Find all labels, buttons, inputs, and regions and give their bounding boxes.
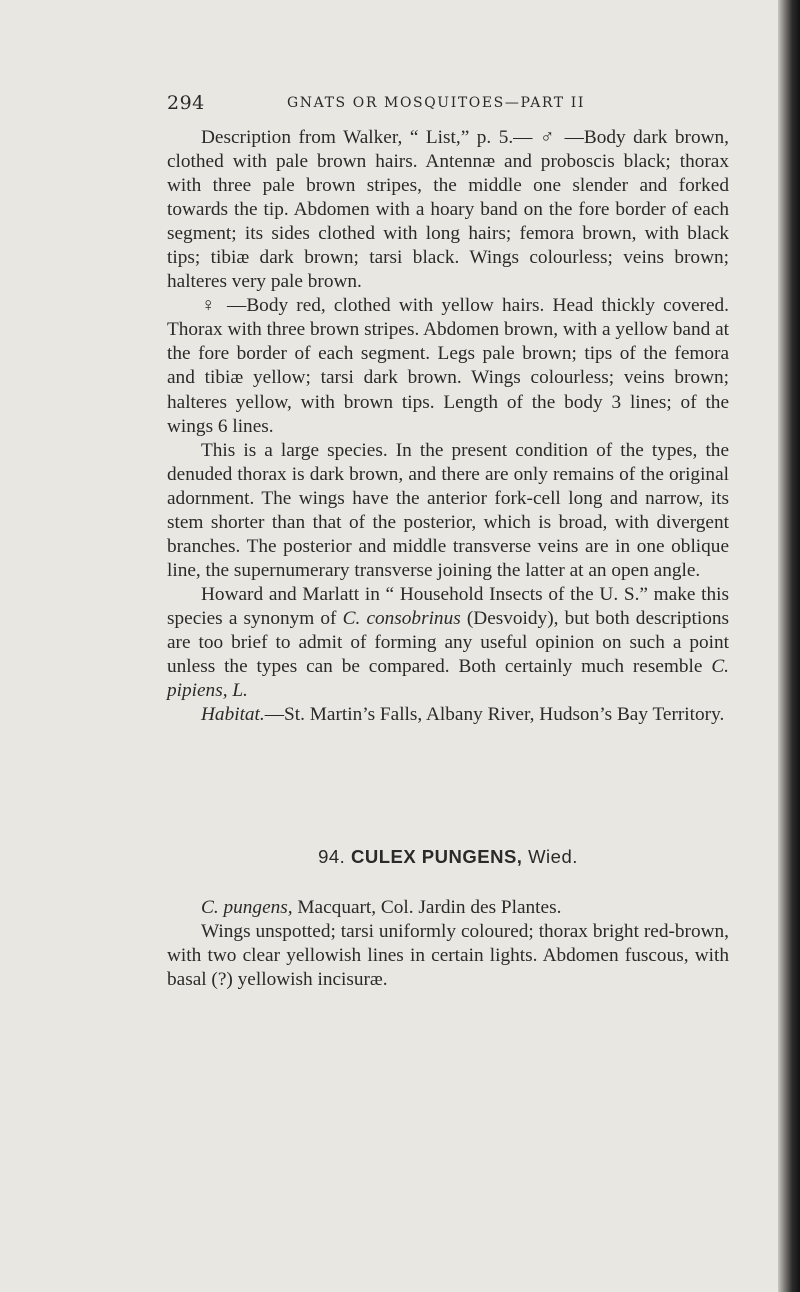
species-description: Wings unspotted; tarsi uniformly coloured; thorax bright red-brown, with two clear yellowish lines in certain lights. Abdomen fuscous, with basal (?) yellowish incisuræ. xyxy=(167,921,729,991)
habitat-paragraph xyxy=(167,703,729,727)
reference-text: Macquart, Col. Jardin des Plantes. xyxy=(292,897,562,918)
species-name: CULEX PUNGENS, xyxy=(350,846,523,867)
synonymy-paragraph xyxy=(167,583,729,703)
page-header xyxy=(167,92,727,118)
species-description-body xyxy=(167,126,729,727)
habitat-text: —St. Martin’s Falls, Albany River, Hudson’s Bay Territory. xyxy=(264,704,725,726)
page-number: 294 xyxy=(167,92,205,114)
synonymy-species-1: C. consobrinus xyxy=(342,607,461,629)
habitat-label: Habitat. xyxy=(201,704,265,726)
species-reference xyxy=(167,896,729,920)
species-94-text xyxy=(167,896,729,992)
synonymy-text-2: (Desvoidy), but both descriptions are too brief to admit of forming any useful opinion on such a point unless the types can be compared. Both certainly much resemble xyxy=(167,607,729,678)
synonymy-text-1: Howard and Marlatt in “ Household Insects of the U. S.” make this species a synonym of xyxy=(167,583,729,629)
species-heading xyxy=(167,846,729,868)
species-number: 94. xyxy=(318,846,346,867)
male-description: Description from Walker, “ List,” p. 5.— ♂ —Body dark brown, clothed with pale brown hairs. Antennæ and proboscis black; thorax with three pale brown stripes, the middle one slender and forked towards the tip. Abdomen with a hoary band on the fore border of each segment; its sides clothed with long hairs; femora brown, with black tips; tibiæ dark brown; tarsi black. Wings colourless; veins brown; halteres very pale brown. xyxy=(167,127,729,293)
running-head: GNATS OR MOSQUITOES—PART II xyxy=(287,95,586,111)
synonymy-species-2: C. pipiens, L. xyxy=(167,656,729,702)
female-description: ♀ —Body red, clothed with yellow hairs. Head thickly covered. Thorax with three brown stripes. Abdomen brown, with a yellow band at the fore border of each segment. Legs pale brown; tips of the femora and tibiæ yellow; tarsi dark brown. Wings colourless; veins brown; halteres yellow, with brown tips. Length of the body 3 lines; of the wings 6 lines. xyxy=(167,295,729,437)
reference-species: C. pungens, xyxy=(201,897,293,918)
remarks-paragraph: This is a large species. In the present condition of the types, the denuded thorax is dark brown, and there are only remains of the original adornment. The wings have the anterior fork-cell long and narrow, its stem shorter than that of the posterior, which is broad, with divergent branches. The posterior and middle transverse veins are in one oblique line, the supernumerary transverse joining the latter at an open angle. xyxy=(167,439,729,581)
page-edge-shadow xyxy=(778,0,800,1292)
species-author: Wied. xyxy=(528,846,578,867)
